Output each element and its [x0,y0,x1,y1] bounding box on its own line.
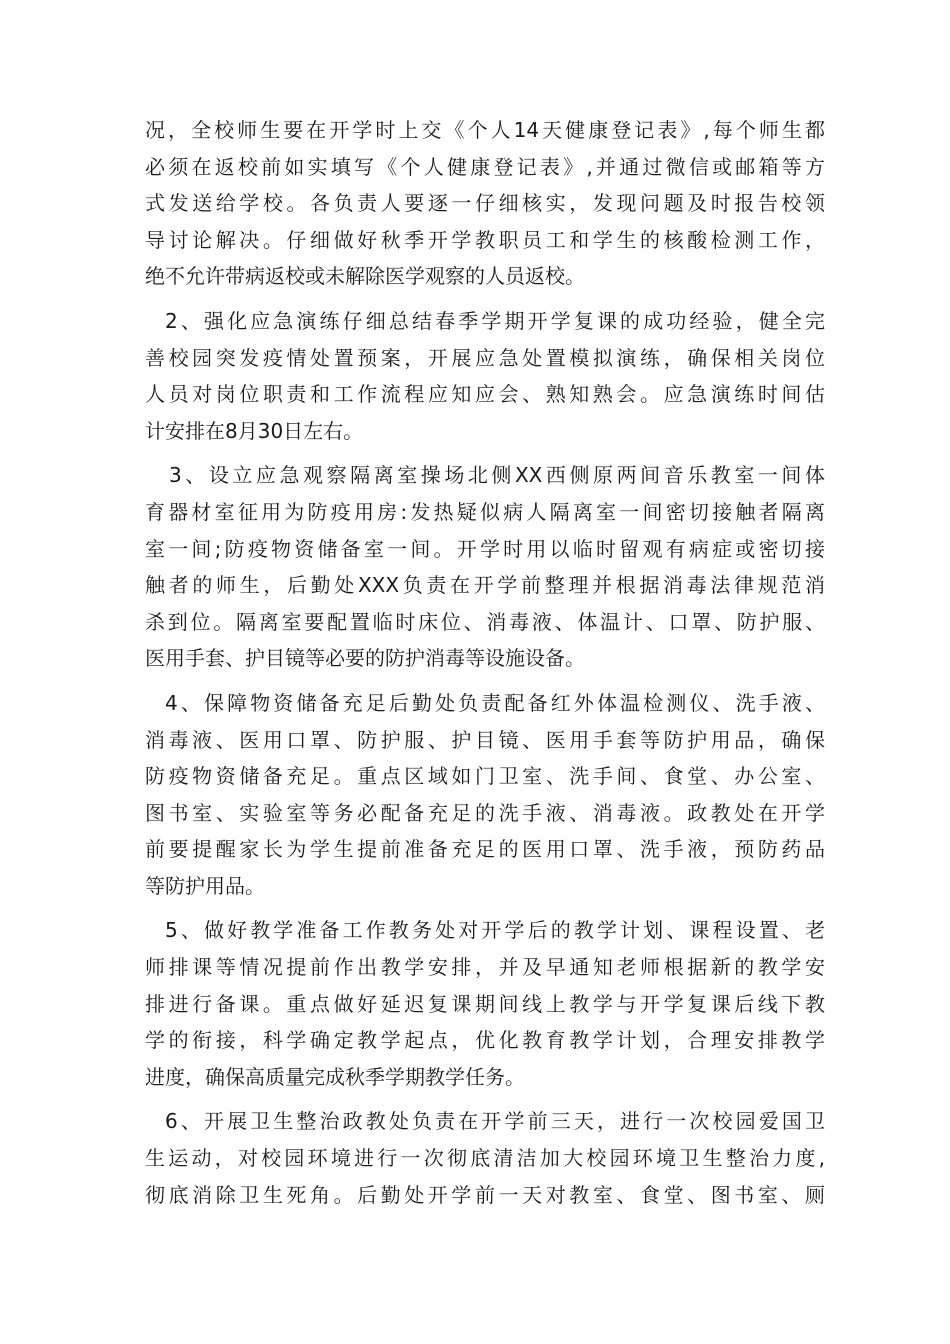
text-line: 杀到位。隔离室要配置临时床位、消毒液、体温计、口罩、防护服、 [145,609,825,634]
text-line: 绝不允许带病返校或未解除医学观察的人员返校。 [145,264,585,289]
text-line: 触者的师生，后勤处XXX负责在开学前整理并根据消毒法律规范消 [145,573,825,598]
text-line: 6、开展卫生整治政教处负责在开学前三天，进行一次校园爱国卫 [165,1109,825,1134]
text-line: 5、做好教学准备工作教务处对开学后的教学计划、课程设置、老 [165,918,825,943]
paragraph-health-registration [145,112,825,295]
text-line: 排进行备课。重点做好延迟复课期间线上教学与开学复课后线下教 [145,991,825,1016]
paragraph-emergency-drill [145,303,825,449]
paragraph-teaching-prep [145,912,825,1095]
text-line: 人员对岗位职责和工作流程应知应会、熟知熟会。应急演练时间估 [145,382,825,407]
text-line: 导讨论解决。仔细做好秋季开学教职员工和学生的核酸检测工作， [145,227,825,252]
text-line: 防疫物资储备充足。重点区域如门卫室、洗手间、食堂、办公室、 [145,764,825,789]
text-line: 师排课等情况提前作出教学安排，并及早通知老师根据新的教学安 [145,955,825,980]
paragraph-sanitation [145,1103,825,1213]
text-line: 育器材室征用为防疫用房:发热疑似病人隔离室一间密切接触者隔离 [145,499,825,524]
text-line: 2、强化应急演练仔细总结春季学期开学复课的成功经验，健全完 [165,308,825,333]
text-line: 彻底消除卫生死角。后勤处开学前一天对教室、食堂、图书室、厕 [145,1182,825,1207]
text-line: 消毒液、医用口罩、防护服、护目镜、医用手套等防护用品，确保 [145,727,825,752]
text-line: 3、设立应急观察隔离室操场北侧XX西侧原两间音乐教室一间体 [169,463,825,488]
text-line: 况，全校师生要在开学时上交《个人14天健康登记表》,每个师生都 [145,118,825,142]
text-line: 式发送给学校。各负责人要逐一仔细核实，发现问题及时报告校领 [145,191,825,216]
text-line: 4、保障物资储备充足后勤处负责配备红外体温检测仪、洗手液、 [165,690,825,715]
text-line: 等防护用品。 [145,873,265,898]
text-line: 室一间;防疫物资储备室一间。开学时用以临时留观有病症或密切接 [145,536,825,561]
text-line: 生运动，对校园环境进行一次彻底清洁加大校园环境卫生整治力度, [145,1146,825,1171]
text-line: 计安排在8月30日左右。 [145,418,364,443]
document-body [145,112,825,1213]
paragraph-supplies [145,685,825,905]
text-line: 必须在返校前如实填写《个人健康登记表》,并通过微信或邮箱等方 [145,154,825,179]
text-line: 学的衔接，科学确定教学起点，优化教育教学计划，合理安排教学 [145,1028,825,1053]
text-line: 善校园突发疫情处置预案，开展应急处置模拟演练，确保相关岗位 [145,345,825,370]
text-line: 医用手套、护目镜等必要的防护消毒等设施设备。 [145,646,585,671]
paragraph-isolation-room [145,457,825,677]
text-line: 前要提醒家长为学生提前准备充足的医用口罩、洗手液，预防药品 [145,837,825,862]
text-line: 图书室、实验室等务必配备充足的洗手液、消毒液。政教处在开学 [145,800,825,825]
text-line: 进度，确保高质量完成秋季学期教学任务。 [145,1064,525,1089]
